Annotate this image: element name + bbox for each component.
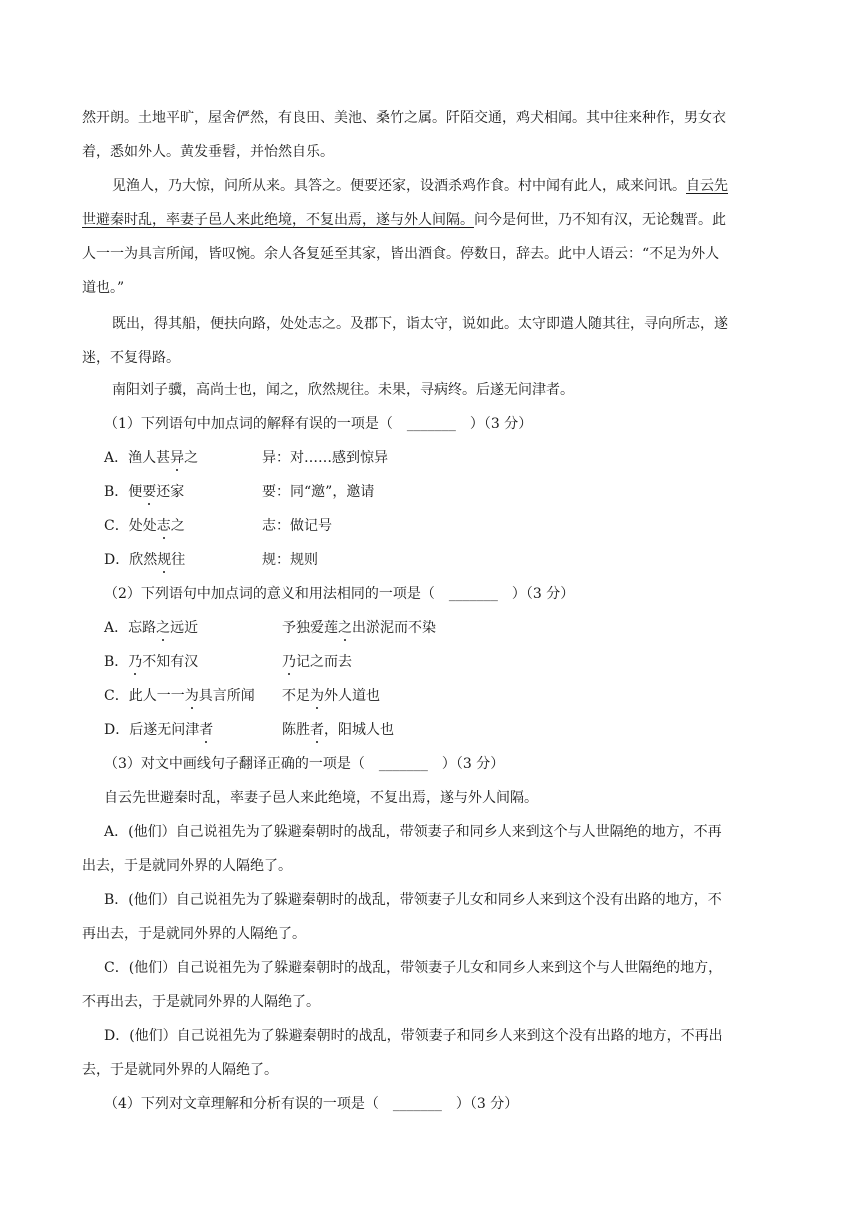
passage-line (82, 210, 726, 230)
underlined-sentence: 世避秦时乱，率妻子邑人来此绝境，不复出焉，遂与外人间隔。 (82, 212, 474, 228)
q1-option-b: B．便要还家 (104, 484, 185, 500)
q2-option-b: B．乃不知有汉 (104, 654, 199, 670)
q1-option-c: C．处处志之 (104, 518, 185, 534)
q3-option-b-cont: 再出去，于是就同外界的人隔绝了。 (82, 926, 306, 942)
q2-option-d-compare: 陈胜者，阳城人也 (282, 722, 394, 738)
passage-line: 迷，不复得路。 (82, 350, 180, 366)
q3-option-a: A．(他们）自己说祖先为了躲避秦朝时的战乱，带领妻子和同乡人来到这个与人世隔绝的地方，不再 (104, 824, 722, 840)
q3-option-d-cont: 去，于是就同外界的人隔绝了。 (82, 1062, 278, 1078)
q2-option-d: D．后遂无问津者 (104, 722, 214, 738)
q1-option-a-explanation: 异：对……感到惊异 (262, 450, 388, 466)
passage-line: 着，悉如外人。黄发垂髫，并怡然自乐。 (82, 144, 334, 160)
q1-option-b-explanation: 要：同“邀”，邀请 (262, 484, 375, 500)
q2-option-a: A．忘路之远近 (104, 620, 199, 636)
underlined-sentence: 自云先 (686, 178, 728, 194)
passage-text: 问今是何世，乃不知有汉，无论魏晋。此 (474, 212, 726, 228)
question-4-stem: （4）下列对文章理解和分析有误的一项是（ _______ ）（3 分） (104, 1096, 519, 1112)
question-1-stem: （1）下列语句中加点词的解释有误的一项是（ _______ ）（3 分） (104, 416, 533, 432)
q3-option-c-cont: 不再出去，于是就同外界的人隔绝了。 (82, 994, 320, 1010)
q1-option-c-explanation: 志：做记号 (262, 518, 332, 534)
passage-line: 道也。” (82, 280, 125, 296)
q3-sentence: 自云先世避秦时乱，率妻子邑人来此绝境，不复出焉，遂与外人间隔。 (104, 790, 538, 806)
q1-option-d-explanation: 规：规则 (262, 552, 318, 568)
q1-option-d: D．欣然规往 (104, 552, 186, 568)
q2-option-c: C．此人一一为具言所闻 (104, 688, 255, 704)
question-3-stem: （3）对文中画线句子翻译正确的一项是（ _______ ）（3 分） (104, 756, 505, 772)
q1-option-a: A．渔人甚异之 (104, 450, 199, 466)
q3-option-c: C．(他们）自己说祖先为了躲避秦朝时的战乱，带领妻子儿女和同乡人来到这个与人世隔绝的地方， (104, 960, 723, 976)
q3-option-b: B．(他们）自己说祖先为了躲避秦朝时的战乱，带领妻子儿女和同乡人来到这个没有出路的地方，不 (104, 892, 722, 908)
q2-option-c-compare: 不足为外人道也 (282, 688, 380, 704)
passage-line: 既出，得其船，便扶向路，处处志之。及郡下，诣太守，说如此。太守即遣人随其往，寻向所志，遂 (112, 316, 728, 332)
question-2-stem: （2）下列语句中加点词的意义和用法相同的一项是（ _______ ）（3 分） (104, 586, 575, 602)
passage-line: 然开朗。土地平旷，屋舍俨然，有良田、美池、桑竹之属。阡陌交通，鸡犬相闻。其中往来种作，男女衣 (82, 110, 726, 126)
q2-option-b-compare: 乃记之而去 (282, 654, 352, 670)
passage-line: 南阳刘子骥，高尚士也，闻之，欣然规往。未果，寻病终。后遂无问津者。 (112, 382, 574, 398)
q3-option-a-cont: 出去，于是就同外界的人隔绝了。 (82, 858, 292, 874)
passage-text: 见渔人，乃大惊，问所从来。具答之。便要还家，设酒杀鸡作食。村中闻有此人，咸来问讯。 (112, 178, 686, 194)
q2-option-a-compare: 予独爱莲之出淤泥而不染 (282, 620, 436, 636)
q3-option-d: D．(他们）自己说祖先为了躲避秦朝时的战乱，带领妻子和同乡人来到这个没有出路的地方，不再出 (104, 1028, 723, 1044)
passage-line: 人一一为具言所闻，皆叹惋。余人各复延至其家，皆出酒食。停数日，辞去。此中人语云：“不足为外人 (82, 246, 720, 262)
passage-line (112, 176, 728, 196)
